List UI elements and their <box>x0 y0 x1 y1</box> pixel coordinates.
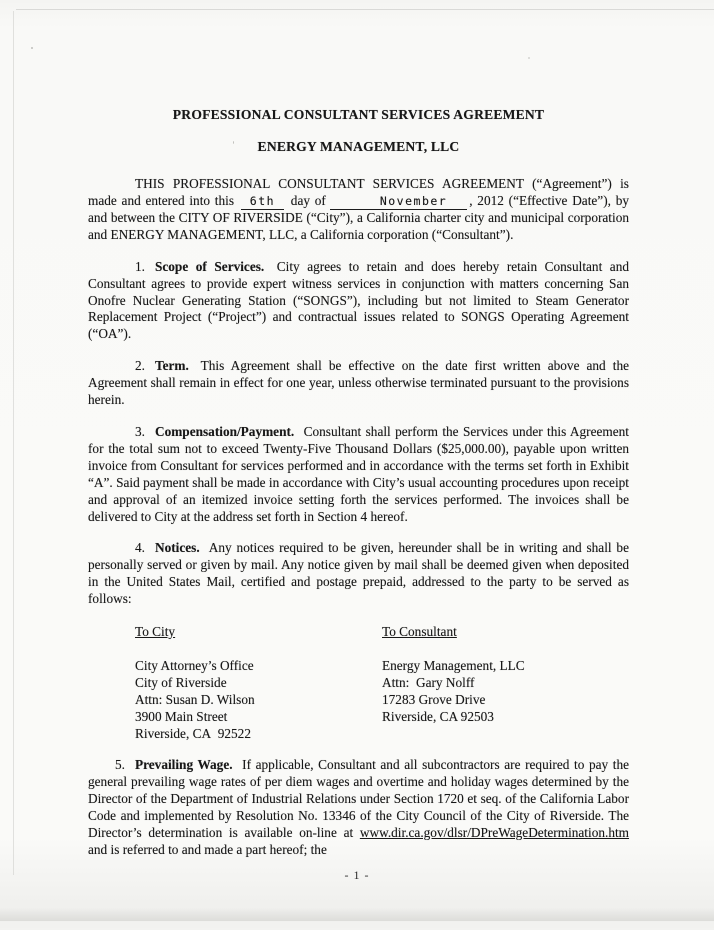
page-number: - 1 - <box>344 868 370 882</box>
month-fill-in-value: November <box>379 193 448 208</box>
section-number: 4. <box>135 540 145 556</box>
address-line: Attn: Gary Nolff <box>382 675 475 691</box>
section-notices <box>88 540 629 608</box>
section-heading: Notices. <box>154 540 200 556</box>
document-title: PROFESSIONAL CONSULTANT SERVICES AGREEMENT <box>172 107 545 122</box>
scan-edge-left <box>13 11 14 875</box>
section-compensation-payment <box>88 424 629 525</box>
section-body: This Agreement shall be effective on the date first written above and the Agreement shall remain in effect for one year, unless otherwise terminated pursuant to the provisions herein. <box>88 358 629 408</box>
month-fill-in-blank <box>330 194 467 210</box>
intro-text-post: , 2012 (“Effective Date”), by and between the CITY OF RIVERSIDE (“City”), a California charter city and municipal corporation and ENERGY MANAGEMENT, LLC, a California corporation (“Consultant”). <box>88 192 629 242</box>
section-number: 3. <box>135 423 145 439</box>
address-line: City of Riverside <box>135 675 227 691</box>
intro-text-pre: THIS PROFESSIONAL CONSULTANT SERVICES AGREEMENT (“Agreement”) is made and entered into this <box>88 176 629 208</box>
address-line: Attn: Susan D. Wilson <box>135 692 255 708</box>
section-heading: Prevailing Wage. <box>134 757 233 773</box>
address-line: Riverside, CA 92522 <box>135 726 251 742</box>
day-fill-in-blank <box>241 194 284 210</box>
scan-edge-top <box>16 9 714 10</box>
intro-paragraph <box>88 176 629 244</box>
address-consultant-label: To Consultant <box>382 624 457 640</box>
section-number: 1. <box>135 258 145 274</box>
section-term <box>88 358 629 409</box>
section-heading: Term. <box>154 358 189 374</box>
section-body: Consultant shall perform the Services under this Agreement for the total sum not to exceed Twenty-Five Thousand Dollars ($25,000.00), payable upon written invoice from Consultant for services performed and in accordance with the terms set forth in Exhibit “A”. Said payment shall be made in accordance with City’s usual accounting procedures upon receipt and approval of an itemized invoice setting forth the services performed. The invoices shall be delivered to City at the address set forth in Section 4 hereof. <box>88 423 629 524</box>
address-line: 3900 Main Street <box>135 709 228 725</box>
document-content <box>88 107 629 858</box>
address-consultant <box>382 623 629 742</box>
address-city <box>135 623 382 742</box>
address-line: Energy Management, LLC <box>382 658 525 674</box>
section-body: Any notices required to be given, hereunder shall be in writing and shall be personally served or given by mail. Any notice given by mail shall be deemed given when deposited in the United States Mail, certified and postage prepaid, addressed to the party to be served as follows: <box>88 540 629 607</box>
scan-speck <box>528 57 530 59</box>
address-city-label: To City <box>135 624 176 640</box>
section-prevailing-wage <box>88 757 629 858</box>
address-line: Riverside, CA 92503 <box>382 709 494 725</box>
section-heading: Compensation/Payment. <box>154 423 295 439</box>
scan-speck <box>31 47 33 49</box>
day-fill-in-value: 6th <box>249 193 276 208</box>
address-line: 17283 Grove Drive <box>382 692 486 708</box>
section-number: 5. <box>115 757 125 773</box>
section-body: City agrees to retain and does hereby retain Consultant and Consultant agrees to provide expert witness services in conjunction with matters concerning San Onofre Nuclear Generating Station (“SONGS”), including but not limited to Steam Generator Replacement Project (“Project”) and contractual issues related to SONGS Operating Agreement (“OA”). <box>88 258 630 342</box>
section-heading: Scope of Services. <box>154 258 265 274</box>
section-body-post: and is referred to and made a part hereof; the <box>88 841 327 857</box>
document-subtitle: ENERGY MANAGEMENT, LLC <box>257 139 460 154</box>
prevailing-wage-url: www.dir.ca.gov/dlsr/DPreWageDetermination.htm <box>359 824 630 840</box>
section-scope-of-services <box>88 259 629 344</box>
address-line: City Attorney’s Office <box>135 658 254 674</box>
section-number: 2. <box>135 358 145 374</box>
intro-text-mid: day of <box>290 192 326 208</box>
section-body-pre: If applicable, Consultant and all subcontractors are required to pay the general prevailing wage rates of per diem wages and overtime and holiday wages determined by the Director of the Department of Industrial Relations under Section 1720 et seq. of the California Labor Code and implemented by Resolution No. 13346 of the City Council of the City of Riverside. The Director’s determination is available on-line at <box>88 757 629 840</box>
scan-edge-bottom <box>0 908 714 921</box>
notice-addresses <box>88 623 629 742</box>
